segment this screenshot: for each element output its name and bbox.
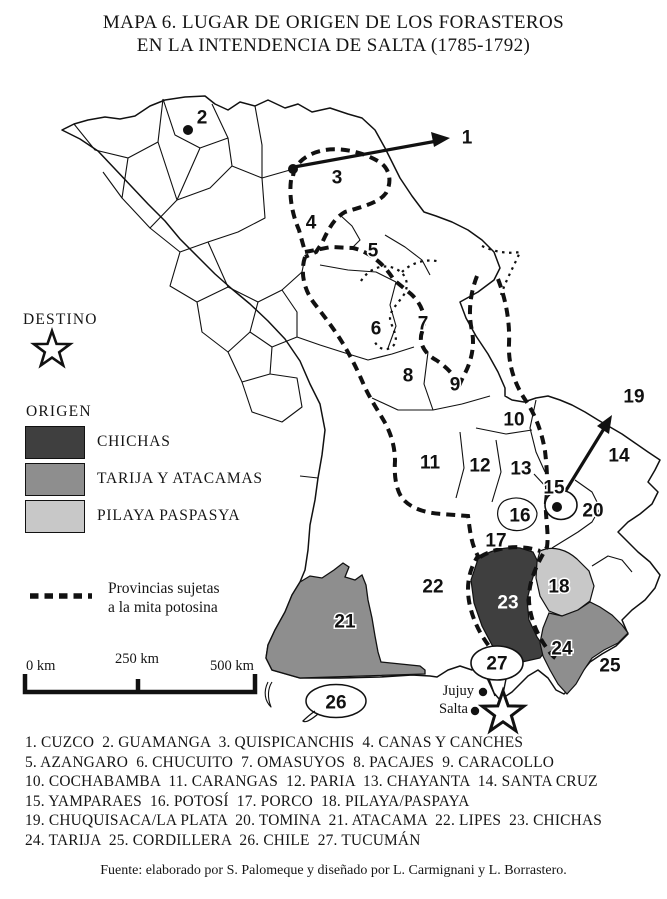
index-line: 24. TARIJA 25. CORDILLERA 26. CHILE 27. TUCUMÁN — [25, 831, 421, 849]
region-number-label-4: 4 — [305, 212, 317, 234]
region-number-label-10: 10 — [503, 409, 525, 431]
guamanga-dot — [183, 125, 193, 135]
region-number-label-8: 8 — [402, 365, 414, 387]
region-index-list — [25, 733, 655, 851]
mita-label-line-1: Provincias sujetas — [108, 580, 220, 597]
destination-star — [482, 691, 524, 731]
map-title — [0, 11, 667, 57]
chuquisaca-dot — [552, 502, 562, 512]
region-number-label-20: 20 — [582, 500, 604, 522]
region-number-label-24: 24 — [551, 638, 573, 660]
scale-bar — [25, 674, 255, 692]
legend-origen-label: ORIGEN — [26, 403, 92, 420]
legend-destino-label: DESTINO — [23, 311, 98, 328]
region-number-label-2: 2 — [196, 107, 208, 129]
region-number-label-11: 11 — [419, 452, 441, 474]
scale-label-250: 250 km — [115, 651, 159, 667]
index-line: 1. CUZCO 2. GUAMANGA 3. QUISPICANCHIS 4. CANAS Y CANCHES — [25, 734, 524, 751]
region-number-label-26: 26 — [325, 692, 347, 714]
region-number-label-16: 16 — [509, 505, 531, 527]
region-number-label-12: 12 — [469, 455, 491, 477]
region-number-label-18: 18 — [548, 576, 570, 598]
mita-label-line-2: a la mita potosina — [108, 599, 218, 616]
scale-label-0: 0 km — [26, 658, 56, 674]
legend-swatch-tarija — [25, 463, 85, 496]
region-number-label-14: 14 — [608, 445, 630, 467]
index-line: 5. AZANGARO 6. CHUCUITO 7. OMASUYOS 8. PACAJES 9. CARACOLLO — [25, 753, 555, 771]
index-line: 10. COCHABAMBA 11. CARANGAS 12. PARIA 13. CHAYANTA 14. SANTA CRUZ — [25, 773, 598, 791]
legend-destino-star — [34, 331, 70, 365]
region-number-label-3: 3 — [331, 167, 343, 189]
city-label-jujuy: Jujuy — [442, 683, 474, 699]
region-number-label-13: 13 — [510, 458, 532, 480]
region-number-label-5: 5 — [367, 240, 379, 262]
region-number-label-21: 21 — [334, 611, 356, 633]
city-label-salta: Salta — [439, 701, 468, 717]
lake-titicaca-dotted — [361, 246, 520, 349]
legend-label-chichas: CHICHAS — [97, 433, 171, 450]
region-number-label-6: 6 — [370, 318, 382, 340]
region-number-label-22: 22 — [422, 576, 444, 598]
title-line-2: EN LA INTENDENCIA DE SALTA (1785-1792) — [136, 35, 531, 56]
index-line: 19. CHUQUISACA/LA PLATA 20. TOMINA 21. ATACAMA 22. LIPES 23. CHICHAS — [25, 812, 603, 830]
region-number-label-15: 15 — [543, 477, 565, 499]
region-number-label-27: 27 — [486, 653, 508, 675]
salta-dot — [471, 707, 479, 715]
scale-label-500: 500 km — [210, 658, 254, 674]
jujuy-dot — [479, 688, 487, 696]
cuzco-dot — [288, 164, 298, 174]
city-name-labels — [439, 683, 475, 717]
region-number-label-19: 19 — [623, 386, 645, 408]
region-number-label-9: 9 — [449, 374, 461, 396]
region-number-label-17: 17 — [485, 530, 507, 552]
legend-label-pilaya: PILAYA PASPASYA — [97, 507, 241, 524]
legend-label-tarija: TARIJA Y ATACAMAS — [97, 470, 263, 487]
title-line-1: MAPA 6. LUGAR DE ORIGEN DE LOS FORASTEROS — [102, 12, 565, 33]
arrow-1-cuzco — [294, 132, 450, 167]
legend-swatch-pilaya — [25, 500, 85, 533]
index-line: 15. YAMPARAES 16. POTOSÍ 17. PORCO 18. PILAYA/PASPAYA — [25, 792, 470, 810]
source-credit: Fuente: elaborado por S. Palomeque y diseñado por L. Carmignani y L. Borrastero. — [100, 863, 567, 878]
region-number-label-23: 23 — [497, 592, 519, 614]
region-number-label-7: 7 — [417, 313, 429, 335]
legend-mita-label — [108, 579, 220, 617]
legend-swatch-chichas — [25, 426, 85, 459]
region-number-label-25: 25 — [599, 655, 621, 677]
region-number-label-1: 1 — [461, 127, 473, 149]
